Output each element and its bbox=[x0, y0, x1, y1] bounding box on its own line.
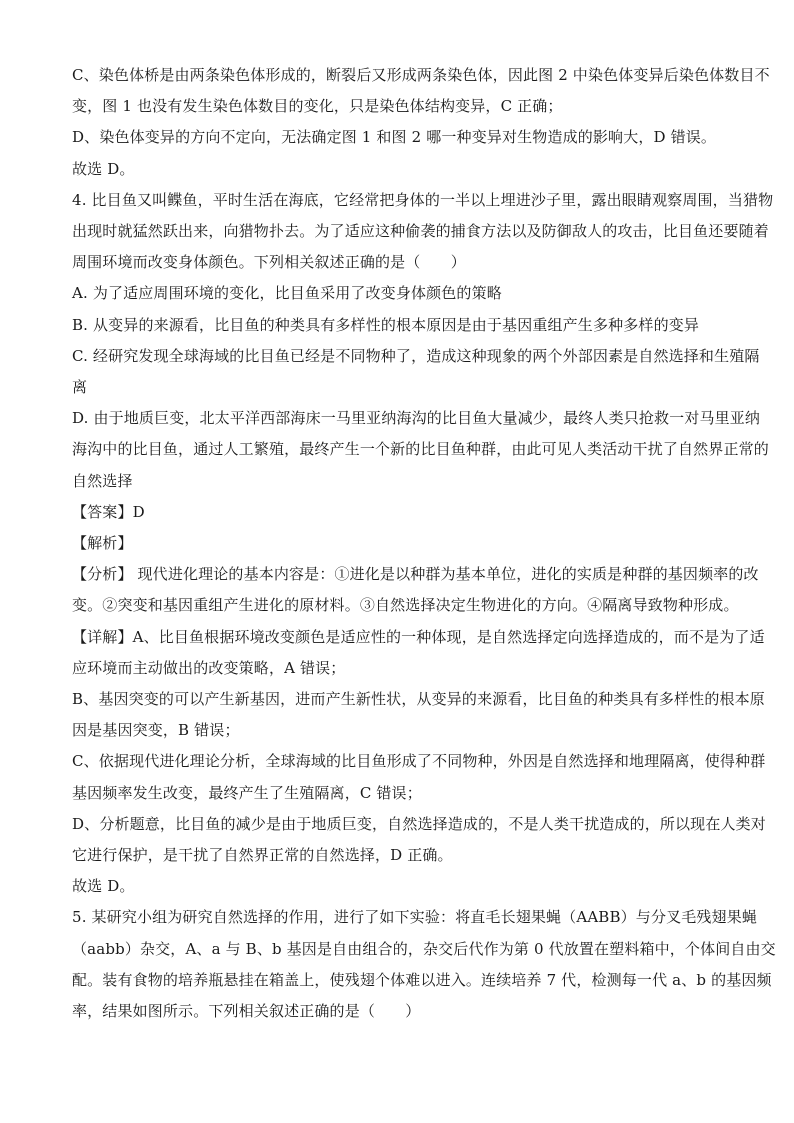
option-a: A. 为了适应周围环境的变化，比目鱼采用了改变身体颜色的策略 bbox=[72, 284, 502, 303]
text-line: 因是基因突变，B 错误； bbox=[72, 721, 240, 740]
answer-line: 【答案】D bbox=[72, 502, 145, 521]
text-line: D、染色体变异的方向不定向，无法确定图 1 和图 2 哪一种变异对生物造成的影响大，D 错误。 bbox=[72, 128, 717, 147]
text-line: 【详解】A、比目鱼根据环境改变颜色是适应性的一种体现，是自然选择定向选择造成的，而不是为了适 bbox=[72, 627, 765, 646]
text-line: C、染色体桥是由两条染色体形成的，断裂后又形成两条染色体，因此图 2 中染色体变异后染色体数目不 bbox=[72, 66, 770, 84]
text-line: 离 bbox=[72, 378, 88, 397]
text-line: 故选 D。 bbox=[72, 159, 135, 178]
question-5-stem: 5. 某研究小组为研究自然选择的作用，进行了如下实验：将直毛长翅果蝇（AABB）与分叉毛残翅果蝇 bbox=[72, 908, 757, 927]
document-page bbox=[72, 60, 776, 1027]
text-line: 基因频率发生改变，最终产生了生殖隔离，C 错误； bbox=[72, 783, 422, 802]
option-c: C. 经研究发现全球海域的比目鱼已经是不同物种了，造成这种现象的两个外部因素是自然选择和生殖隔 bbox=[72, 346, 760, 365]
question-4-stem: 4. 比目鱼又叫鲽鱼，平时生活在海底，它经常把身体的一半以上埋进沙子里，露出眼睛观察周围，当猎物 bbox=[72, 190, 774, 209]
text-line: 它进行保护，是干扰了自然界正常的自然选择，D 正确。 bbox=[72, 846, 453, 865]
text-line: B、基因突变的可以产生新基因，进而产生新性状，从变异的来源看，比目鱼的种类具有多样性的根本原 bbox=[72, 690, 765, 709]
text-line: 变，图 1 也没有发生染色体数目的变化，只是染色体结构变异，C 正确； bbox=[72, 97, 563, 116]
text-line: D、分析题意，比目鱼的减少是由于地质巨变，自然选择造成的，不是人类干扰造成的，所以现在人类对 bbox=[72, 814, 766, 833]
text-line: 变。②突变和基因重组产生进化的原材料。③自然选择决定生物进化的方向。④隔离导致物种形成。 bbox=[72, 596, 739, 615]
option-d: D. 由于地质巨变，北太平洋西部海床一马里亚纳海沟的比目鱼大量减少，最终人类只抢救一对马里亚纳 bbox=[72, 409, 761, 428]
text-line: 率，结果如图所示。下列相关叙述正确的是（ ） bbox=[72, 1002, 421, 1021]
text-line: 应环境而主动做出的改变策略，A 错误； bbox=[72, 658, 346, 677]
text-line: 出现时就猛然跃出来，向猎物扑去。为了适应这种偷袭的捕食方法以及防御敌人的攻击，比目鱼还要随着 bbox=[72, 222, 769, 241]
text-line: 海沟中的比目鱼，通过人工繁殖，最终产生一个新的比目鱼种群，由此可见人类活动干扰了自然界正常的 bbox=[72, 440, 769, 459]
text-line: 【分析】 现代进化理论的基本内容是：①进化是以种群为基本单位，进化的实质是种群的基因频率的改 bbox=[72, 565, 759, 584]
text-line: 周围环境而改变身体颜色。下列相关叙述正确的是（ ） bbox=[72, 253, 466, 272]
text-line: 故选 D。 bbox=[72, 877, 135, 896]
text-line: （aabb）杂交，A、a 与 B、b 基因是自由组合的，杂交后代作为第 0 代放置在塑料箱中，个体间自由交 bbox=[72, 939, 776, 958]
option-b: B. 从变异的来源看，比目鱼的种类具有多样性的根本原因是由于基因重组产生多种多样的变异 bbox=[72, 315, 700, 334]
text-line: C、依据现代进化理论分析，全球海域的比目鱼形成了不同物种，外因是自然选择和地理隔离，使得种群 bbox=[72, 752, 766, 771]
analysis-heading: 【解析】 bbox=[72, 534, 133, 553]
text-line: 配。装有食物的培养瓶悬挂在箱盖上，使残翅个体难以进入。连续培养 7 代，检测每一代 a、b 的基因频 bbox=[72, 970, 772, 989]
text-line: 自然选择 bbox=[72, 471, 133, 490]
